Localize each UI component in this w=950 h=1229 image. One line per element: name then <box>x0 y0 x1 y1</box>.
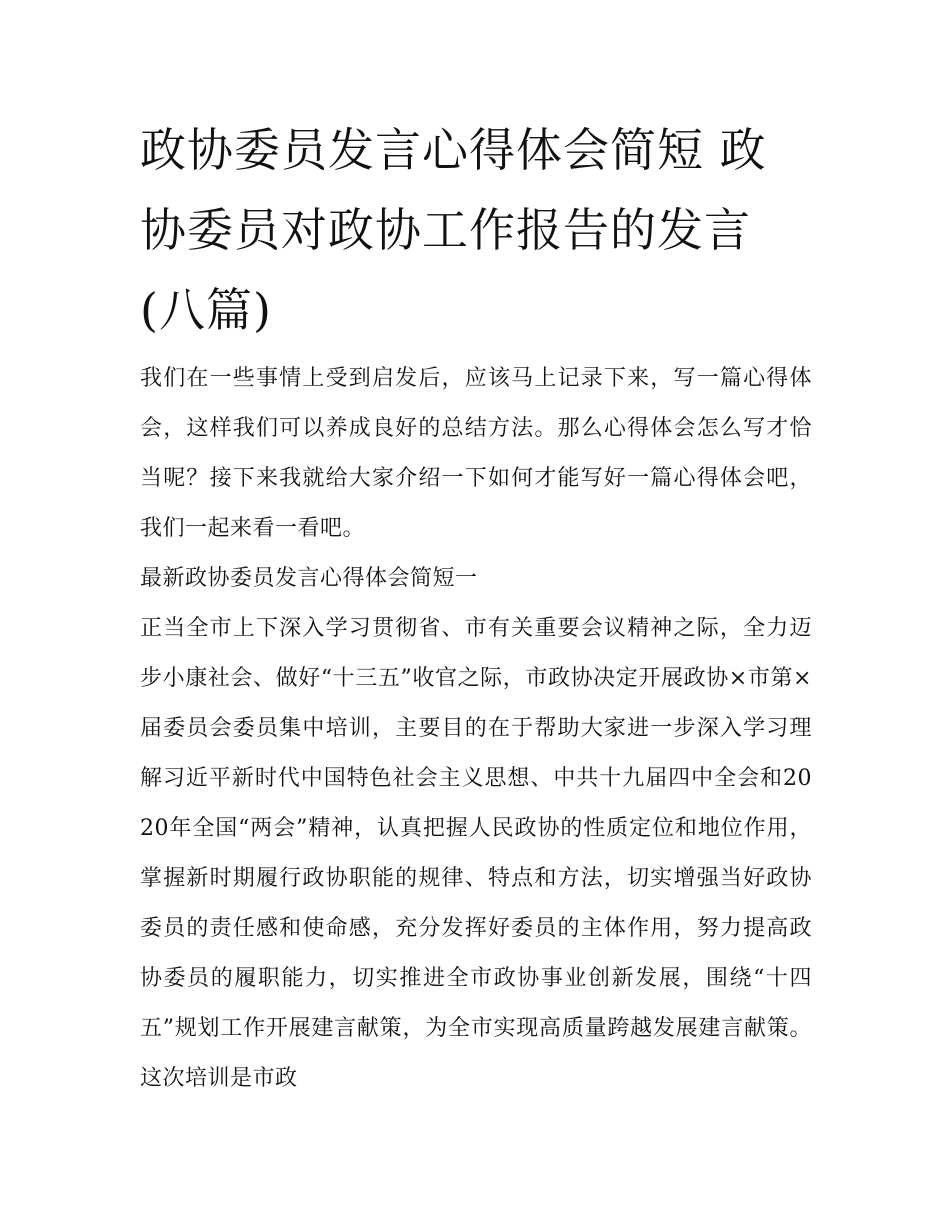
intro-paragraph: 我们在一些事情上受到启发后，应该马上记录下来，写一篇心得体会，这样我们可以养成良好的总结方法。那么心得体会怎么写才恰当呢？接下来我就给大家介绍一下如何才能写好一篇心得体会吧，我们一起来看一看吧。 <box>140 366 812 541</box>
document-title: 政协委员发言心得体会简短 政协委员对政协工作报告的发言(八篇) <box>140 123 767 337</box>
document-page <box>140 110 812 1104</box>
section-heading: 最新政协委员发言心得体会简短一 <box>140 566 478 591</box>
section-body-paragraph: 正当全市上下深入学习贯彻省、市有关重要会议精神之际，全力迈步小康社会、做好“十三五”收官之际，市政协决定开展政协×市第×届委员会委员集中培训，主要目的在于帮助大家进一步深入学习理解习近平新时代中国特色社会主义思想、中共十九届四中全会和2020年全国“两会”精神，认真把握人民政协的性质定位和地位作用，掌握新时期履行政协职能的规律、特点和方法，切实增强当好政协委员的责任感和使命感，充分发挥好委员的主体作用，努力提高政协委员的履职能力，切实推进全市政协事业创新发展，围绕“十四五”规划工作开展建言献策，为全市实现高质量跨越发展建言献策。这次培训是市政 <box>140 616 812 1091</box>
